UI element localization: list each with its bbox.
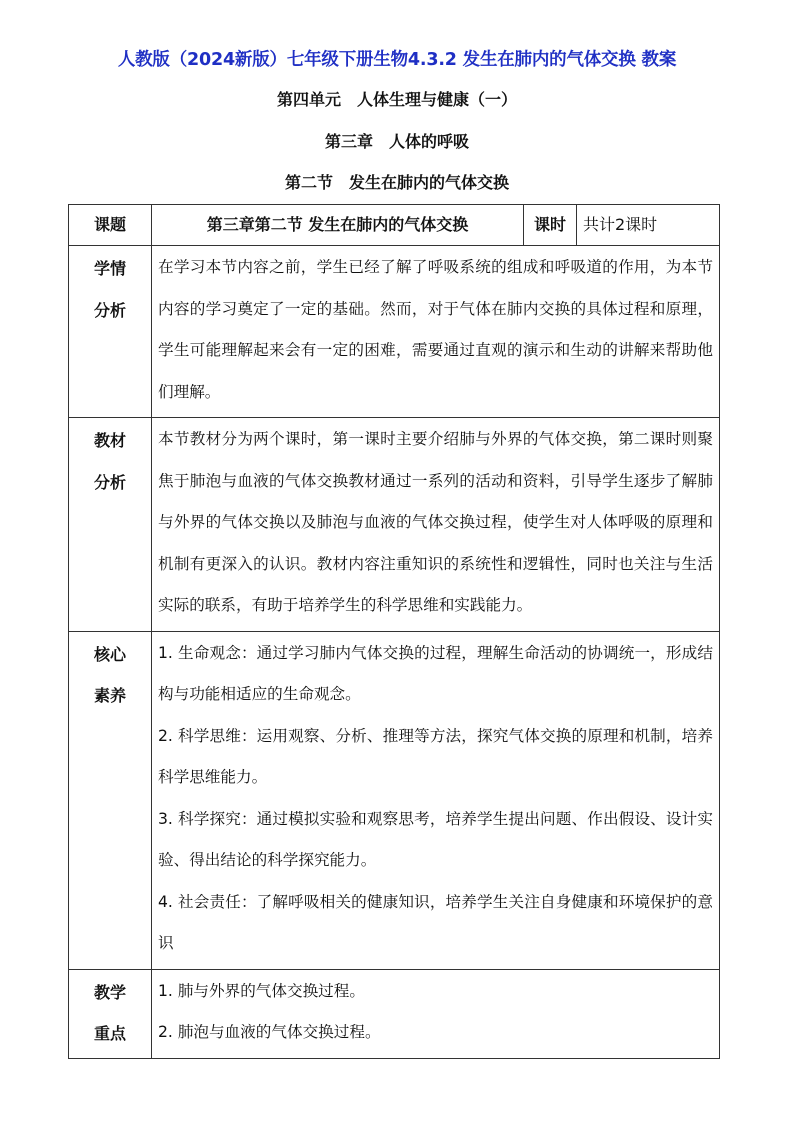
row-content [152,418,720,632]
row-label-line: 教学 [93,982,126,1002]
row-label-line: 学情 [93,259,126,278]
paragraph: 2. 肺泡与血液的气体交换过程。 [158,1023,381,1041]
section-heading: 第二节 发生在肺内的气体交换 [284,173,509,192]
topic-label: 课题 [69,205,152,246]
row-label-line: 分析 [93,300,126,320]
table-row [69,418,720,632]
row-label-textbook-analysis [69,418,152,632]
paragraph: 1. 生命观念：通过学习肺内气体交换的过程，理解生命活动的协调统一，形成结构与功能相适应的生命观念。 [158,643,713,703]
paragraph: 4. 社会责任：了解呼吸相关的健康知识，培养学生关注自身健康和环境保护的意识 [158,892,713,952]
row-label-line: 重点 [93,1024,126,1043]
table-header-row [69,205,720,246]
table-row [69,969,720,1058]
table-row [69,246,720,418]
row-label-core-literacy [69,631,152,969]
chapter-heading: 第三章 人体的呼吸 [324,132,469,151]
row-label-line: 素养 [93,686,126,705]
document-title: 人教版（2024新版）七年级下册生物4.3.2 发生在肺内的气体交换 教案 [117,50,677,70]
hours-label: 课时 [524,205,577,246]
paragraph: 3. 科学探究：通过模拟实验和观察思考，培养学生提出问题、作出假设、设计实验、得出结论的科学探究能力。 [158,809,713,869]
lesson-plan-table [68,204,720,1059]
row-label-student-analysis [69,246,152,418]
row-label-line: 核心 [93,644,126,664]
row-label-line: 教材 [93,431,126,450]
row-content [152,631,720,969]
table-row [69,631,720,969]
topic-value: 第三章第二节 发生在肺内的气体交换 [152,205,524,246]
paragraph: 1. 肺与外界的气体交换过程。 [158,981,365,1000]
row-content [152,969,720,1058]
row-content [152,246,720,418]
row-label-line: 分析 [93,472,126,492]
paragraph: 2. 科学思维：运用观察、分析、推理等方法，探究气体交换的原理和机制，培养科学思维能力。 [158,726,713,786]
paragraph: 本节教材分为两个课时，第一课时主要介绍肺与外界的气体交换，第二课时则聚焦于肺泡与血液的气体交换教材通过一系列的活动和资料，引导学生逐步了解肺与外界的气体交换以及肺泡与血液的气体交换过程，使学生对人体呼吸的原理和机制有更深入的认识。教材内容注重知识的系统性和逻辑性，同时也关注与生活实际的联系，有助于培养学生的科学思维和实践能力。 [158,430,713,614]
paragraph: 在学习本节内容之前，学生已经了解了呼吸系统的组成和呼吸道的作用，为本节内容的学习奠定了一定的基础。然而，对于气体在肺内交换的具体过程和原理，学生可能理解起来会有一定的困难，需要通过直观的演示和生动的讲解来帮助他们理解。 [158,258,713,401]
hours-value: 共计2课时 [577,205,720,246]
unit-heading: 第四单元 人体生理与健康（一） [276,90,517,109]
row-label-key-points [69,969,152,1058]
